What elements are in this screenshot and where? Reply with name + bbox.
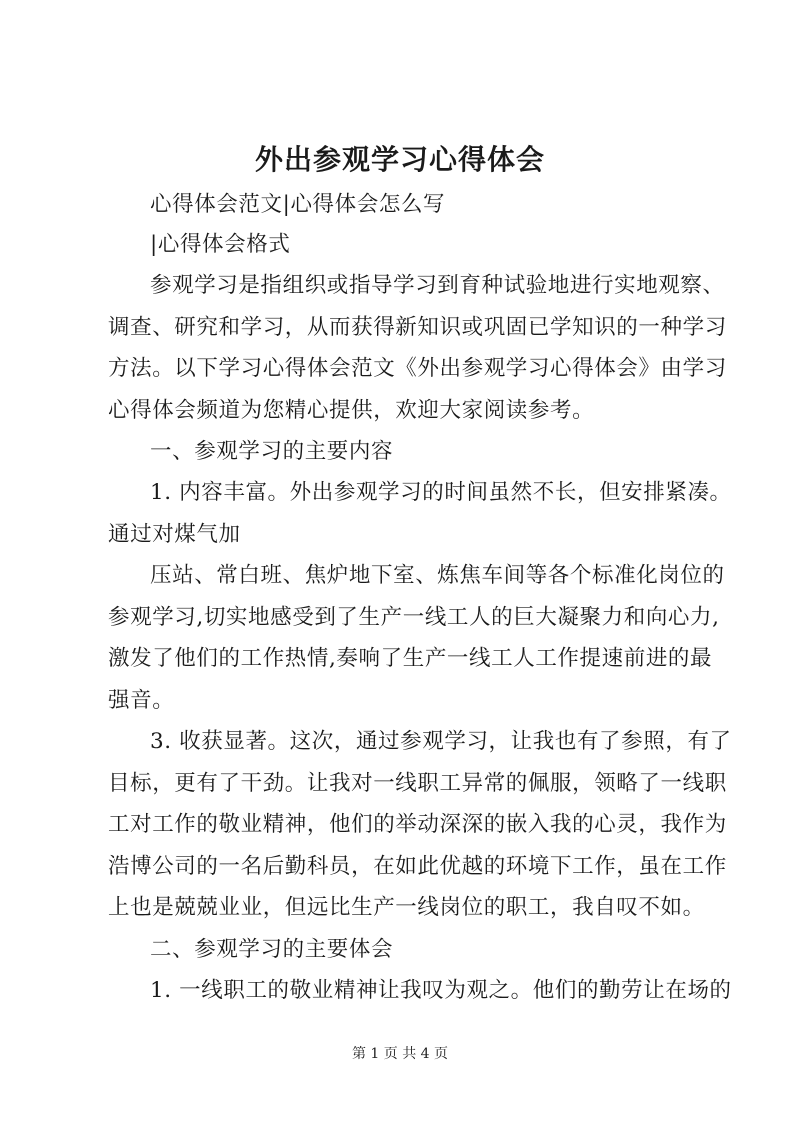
paragraph-line: 方法。以下学习心得体会范文《外出参观学习心得体会》由学习 xyxy=(108,356,727,381)
paragraph-line: 压站、常白班、焦炉地下室、炼焦车间等各个标准化岗位的 xyxy=(150,563,725,588)
page-number-footer: 第 1 页 共 4 页 xyxy=(351,1046,449,1062)
paragraph-line: 心得体会频道为您精心提供，欢迎大家阅读参考。 xyxy=(108,398,595,423)
paragraph-line: 1. 一线职工的敬业精神让我叹为观之。他们的勤劳让在场的 xyxy=(150,978,732,1003)
paragraph-line: 参观学习,切实地感受到了生产一线工人的巨大凝聚力和向心力, xyxy=(108,605,720,630)
section-heading: 二、参观学习的主要体会 xyxy=(150,937,394,962)
document-title: 外出参观学习心得体会 xyxy=(254,143,545,176)
section-heading: 一、参观学习的主要内容 xyxy=(150,439,394,464)
paragraph-line: 1. 内容丰富。外出参观学习的时间虽然不长，但安排紧凑。 xyxy=(150,480,732,505)
paragraph-line: 工对工作的敬业精神，他们的举动深深的嵌入我的心灵，我作为 xyxy=(108,812,727,837)
paragraph-line: 强音。 xyxy=(108,688,175,713)
paragraph-line: 上也是兢兢业业，但远比生产一线岗位的职工，我自叹不如。 xyxy=(108,895,705,920)
paragraph-line: 目标，更有了干劲。让我对一线职工异常的佩服，领略了一线职 xyxy=(108,771,727,796)
paragraph-line: 心得体会范文|心得体会怎么写 xyxy=(150,192,446,217)
paragraph-line: 调查、研究和学习，从而获得新知识或巩固已学知识的一种学习 xyxy=(108,315,727,340)
paragraph-line: 激发了他们的工作热情,奏响了生产一线工人工作提速前进的最 xyxy=(108,646,713,671)
paragraph-line: 浩博公司的一名后勤科员，在如此优越的环境下工作，虽在工作 xyxy=(108,854,727,879)
paragraph-line: 3. 收获显著。这次，通过参观学习，让我也有了参照，有了 xyxy=(150,729,732,754)
paragraph-line: 通过对煤气加 xyxy=(108,522,241,547)
paragraph-line: 参观学习是指组织或指导学习到育种试验地进行实地观察、 xyxy=(150,273,725,298)
paragraph-line: |心得体会格式 xyxy=(150,232,291,257)
